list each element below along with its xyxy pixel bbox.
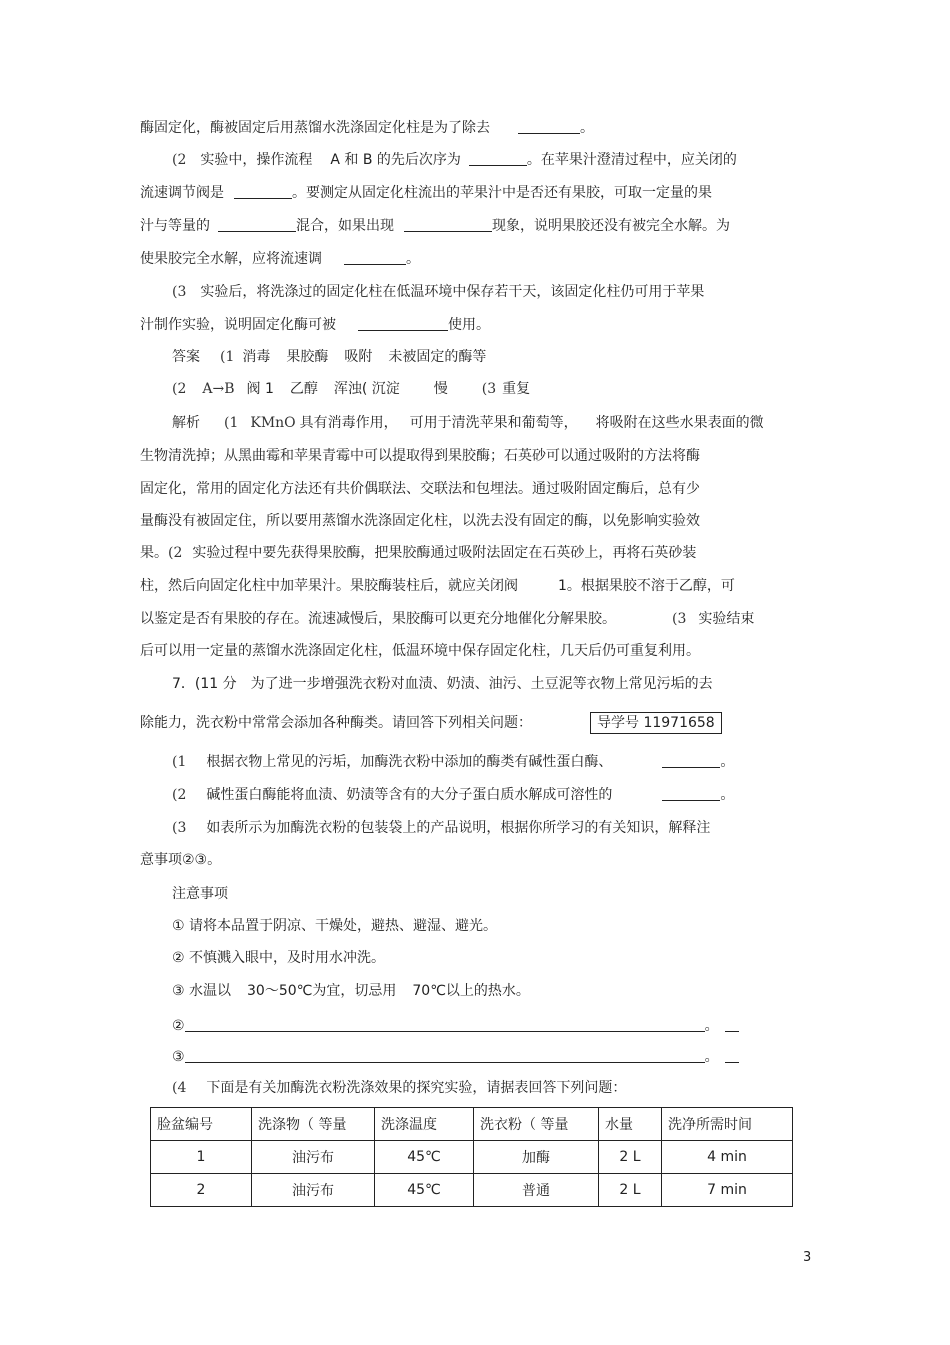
text: 除能力，洗衣粉中常常会添加各种酶类。请回答下列相关问题：	[140, 715, 532, 731]
question-number: (3	[172, 284, 187, 300]
table-cell: 45℃	[375, 1141, 474, 1174]
table-cell: 45℃	[375, 1174, 474, 1207]
text: 吸附	[344, 349, 373, 365]
question-number: (2	[172, 152, 187, 168]
text: 根据衣物上常见的污垢，加酶洗衣粉中添加的酶类有碱性蛋白酶、	[206, 754, 613, 770]
text: 阀 1	[246, 381, 274, 397]
text: 实验结束	[698, 611, 755, 627]
sub-2	[172, 785, 734, 805]
answer-blank[interactable]	[234, 184, 292, 199]
text: 1。根据果胶不溶于乙醇，可	[558, 578, 735, 594]
table-cell: 2	[151, 1174, 252, 1207]
answer-line-notice-3	[172, 1047, 739, 1067]
table-header: 水量	[599, 1108, 662, 1141]
text: 浑浊( 沉淀	[333, 381, 400, 397]
text: ②	[172, 1018, 185, 1034]
table-header: 洗涤温度	[375, 1108, 474, 1141]
answer-line-1	[172, 347, 486, 367]
question-number: (3	[481, 381, 497, 397]
answer-blank-end[interactable]	[725, 1048, 739, 1063]
text: 为了进一步增强洗衣粉对血渍、奶渍、油污、土豆泥等衣物上常见污垢的去	[250, 676, 713, 692]
sub-3-cont: 意事项②③。	[140, 852, 222, 868]
text: 柱，然后向固定化柱中加苹果汁。果胶酶装柱后，就应关闭阀	[140, 578, 518, 594]
analysis-line-2: 生物清洗掉；从黑曲霉和苹果青霉中可以提取得到果胶酶；石英砂可以通过吸附的方法将酶	[140, 448, 700, 464]
text: 。在苹果汁澄清过程中，应关闭的	[526, 152, 737, 168]
answer-line-notice-2	[172, 1016, 739, 1036]
text: 乙醇	[289, 381, 318, 397]
page-number: 3	[803, 1250, 812, 1265]
text: 。要测定从固定化柱流出的苹果汁中是否还有果胶，可取一定量的果	[292, 185, 712, 201]
answer-blank[interactable]	[469, 151, 527, 166]
notice-item-3	[172, 981, 530, 1001]
analysis-line-4: 量酶没有被固定住，所以要用蒸馏水洗涤固定化柱，以洗去没有固定的酶，以免影响实验效	[140, 513, 700, 529]
text: 使果胶完全水解，应将流速调	[140, 251, 322, 267]
text: 碱性蛋白酶能将血渍、奶渍等含有的大分子蛋白质水解成可溶性的	[206, 787, 613, 803]
line-1	[140, 118, 594, 138]
line-6	[172, 282, 704, 302]
text: 。	[580, 120, 594, 136]
table-header: 洗衣粉（ 等量	[474, 1108, 599, 1141]
answer-blank[interactable]	[344, 250, 406, 265]
text: ③	[172, 1049, 185, 1065]
text: 现象，说明果胶还没有被完全水解。为	[492, 218, 730, 234]
table-header-row	[151, 1108, 793, 1141]
analysis-line-5	[140, 543, 696, 563]
question-number: (1	[220, 349, 235, 365]
line-4	[140, 216, 730, 236]
text: 。	[720, 787, 735, 803]
answer-blank[interactable]	[518, 119, 580, 134]
text: KMnO	[250, 415, 296, 431]
question-number: (3	[172, 820, 187, 836]
answer-blank[interactable]	[218, 217, 296, 232]
table-cell: 1	[151, 1141, 252, 1174]
text: 。	[720, 754, 735, 770]
text: 果胶酶	[286, 349, 329, 365]
table-cell: 加酶	[474, 1141, 599, 1174]
text: 混合，如果出现	[296, 218, 394, 234]
line-3	[140, 183, 712, 203]
text: 消毒	[242, 349, 271, 365]
analysis-label: 解析	[172, 415, 200, 431]
text: 如表所示为加酶洗衣粉的包装袋上的产品说明，根据你所学习的有关知识，解释注	[206, 820, 711, 836]
table-cell: 7 min	[662, 1174, 793, 1207]
sub-1	[172, 752, 734, 772]
text: A 和 B 的先后次序为	[330, 152, 461, 168]
analysis-line-8: 后可以用一定量的蒸馏水洗涤固定化柱，低温环境中保存固定化柱，几天后仍可重复利用。	[140, 643, 700, 659]
text: 可用于清洗苹果和葡萄等，	[409, 415, 578, 431]
line-5	[140, 249, 420, 269]
text: 果。	[140, 545, 168, 561]
table-cell: 油污布	[252, 1174, 375, 1207]
table-row	[151, 1141, 793, 1174]
answer-blank[interactable]	[404, 217, 492, 232]
question-number: (4	[172, 1080, 187, 1096]
answer-blank[interactable]	[185, 1017, 705, 1032]
text: ③ 水温以	[172, 983, 232, 999]
answer-blank[interactable]	[358, 316, 448, 331]
text: 具有消毒作用，	[299, 415, 398, 431]
table-row	[151, 1174, 793, 1207]
answer-blank[interactable]	[662, 786, 720, 801]
table-header: 脸盆编号	[151, 1108, 252, 1141]
text: 酶固定化，酶被固定后用蒸馏水洗涤固定化柱是为了除去	[140, 120, 490, 136]
text: 30～50℃为宜，切忌用	[247, 983, 397, 999]
table-cell: 2 L	[599, 1174, 662, 1207]
table-cell: 4 min	[662, 1141, 793, 1174]
text: 实验过程中要先获得果胶酶，把果胶酶通过吸附法固定在石英砂上，再将石英砂装	[192, 545, 697, 561]
answer-line-2	[172, 379, 530, 399]
question-7-line-1	[172, 674, 713, 694]
experiment-table	[150, 1107, 793, 1207]
text: 流速调节阀是	[140, 185, 224, 201]
text: 汁制作实验，说明固定化酶可被	[140, 317, 336, 333]
analysis-line-1	[172, 413, 764, 433]
analysis-line-3: 固定化，常用的固定化方法还有共价偶联法、交联法和包埋法。通过吸附固定酶后，总有少	[140, 481, 700, 497]
answer-blank-end[interactable]	[725, 1017, 739, 1032]
text: 。	[406, 251, 420, 267]
sub-3	[172, 818, 710, 838]
text: 将吸附在这些水果表面的微	[595, 415, 764, 431]
text: 。	[704, 1018, 719, 1034]
notice-title: 注意事项	[172, 886, 228, 902]
answer-label: 答案	[172, 349, 200, 365]
text: 下面是有关加酶洗衣粉洗涤效果的探究实验，请据表回答下列问题：	[206, 1080, 627, 1096]
table-header: 洗涤物（ 等量	[252, 1108, 375, 1141]
sub-4	[172, 1078, 626, 1098]
question-number: (2	[172, 381, 187, 397]
text: 以鉴定是否有果胶的存在。流速减慢后，果胶酶可以更充分地催化分解果胶。	[140, 611, 616, 627]
question-number: 7．(11 分	[172, 676, 237, 692]
notice-item-2: ② 不慎溅入眼中，及时用水冲洗。	[172, 950, 386, 966]
table-cell: 2 L	[599, 1141, 662, 1174]
question-number: (1	[224, 415, 239, 431]
text: 重复	[502, 381, 531, 397]
table-cell: 普通	[474, 1174, 599, 1207]
question-number: (2	[172, 787, 187, 803]
analysis-line-7	[140, 609, 754, 629]
text: 汁与等量的	[140, 218, 210, 234]
text: 未被固定的酶等	[388, 349, 487, 365]
table-header: 洗净所需时间	[662, 1108, 793, 1141]
question-number: (3	[672, 611, 687, 627]
answer-blank[interactable]	[185, 1048, 705, 1063]
text: A→B	[202, 381, 235, 397]
text: 70℃以上的热水。	[412, 983, 530, 999]
text: 实验后，将洗涤过的固定化柱在低温环境中保存若干天，该固定化柱仍可用于苹果	[200, 284, 705, 300]
analysis-line-6	[140, 576, 735, 596]
text: 使用。	[448, 317, 490, 333]
notice-item-1: ① 请将本品置于阴凉、干燥处，避热、避湿、避光。	[172, 918, 497, 934]
table-cell: 油污布	[252, 1141, 375, 1174]
text: 慢	[433, 381, 448, 397]
text: 。	[704, 1049, 719, 1065]
question-number: (1	[172, 754, 187, 770]
answer-blank[interactable]	[662, 753, 720, 768]
question-number: (2	[168, 545, 183, 561]
question-7-line-2	[140, 712, 722, 734]
line-2	[172, 150, 737, 170]
text: 实验中，操作流程	[200, 152, 313, 168]
guide-code-box: 导学号 11971658	[590, 712, 722, 734]
line-7	[140, 315, 490, 335]
